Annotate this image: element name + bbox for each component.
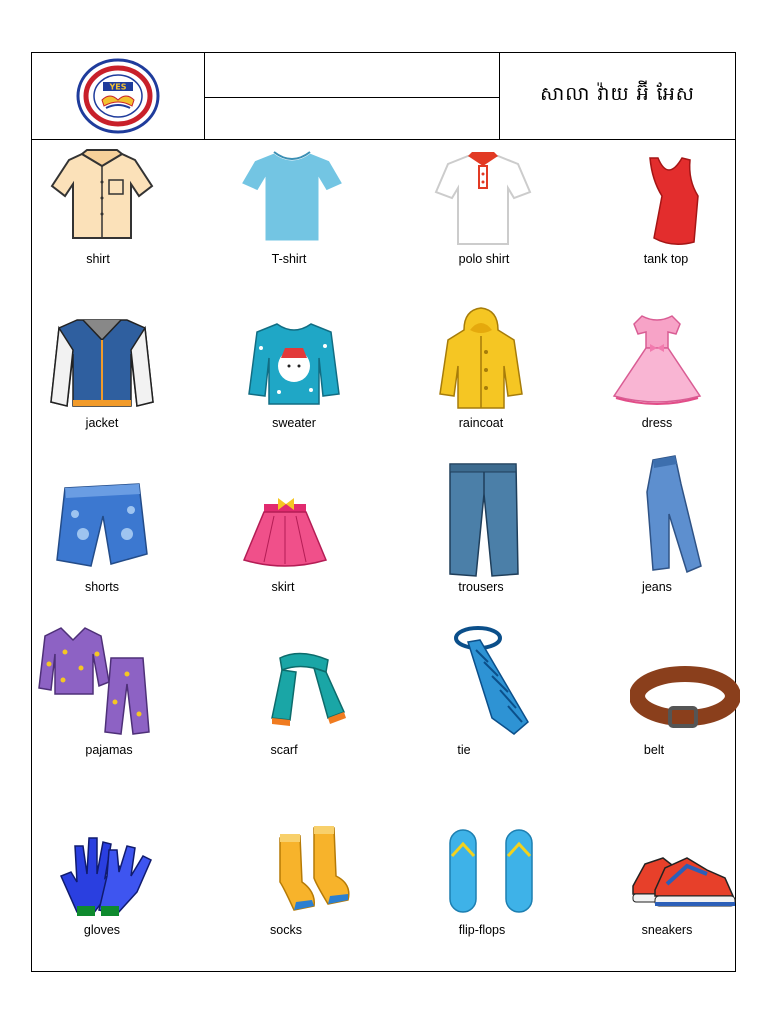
item-polo-shirt <box>398 150 568 250</box>
sweater-icon <box>239 318 349 410</box>
label-socks: socks <box>270 923 302 937</box>
scarf-icon <box>244 648 354 728</box>
item-flip-flops <box>398 826 568 916</box>
item-dress <box>572 310 742 408</box>
item-socks <box>214 822 384 918</box>
item-sneakers <box>600 838 768 918</box>
label-sneakers: sneakers <box>641 923 693 937</box>
belt-icon <box>630 662 740 732</box>
gloves-icon <box>47 826 157 918</box>
label-jacket: jacket <box>85 416 119 430</box>
label-scarf: scarf <box>270 743 298 757</box>
field-divider <box>205 97 499 98</box>
socks-icon <box>244 822 354 918</box>
label-gloves: gloves <box>83 923 121 937</box>
item-tank-top <box>582 150 752 250</box>
item-belt <box>600 662 768 732</box>
header <box>32 53 735 140</box>
logo-cell <box>32 53 205 139</box>
label-shorts: shorts <box>84 580 120 594</box>
label-jeans: jeans <box>642 580 672 594</box>
label-tank-top: tank top <box>643 252 689 266</box>
item-jeans <box>577 454 747 578</box>
label-belt: belt <box>643 743 665 757</box>
pajamas-icon <box>37 624 167 738</box>
label-polo-shirt: polo shirt <box>458 252 510 266</box>
shirt-icon <box>47 146 157 246</box>
sneakers-icon <box>625 838 745 918</box>
item-skirt <box>200 494 370 570</box>
item-scarf <box>214 648 384 728</box>
tshirt-icon <box>236 146 346 246</box>
label-dress: dress <box>641 416 673 430</box>
trousers-icon <box>428 460 538 578</box>
shorts-icon <box>47 480 157 572</box>
item-tshirt <box>206 146 376 246</box>
item-pajamas <box>17 624 187 738</box>
dress-icon <box>602 310 712 408</box>
item-trousers <box>398 460 568 578</box>
school-title-text: សាលា វ៉ាយ អ៊ី អែស <box>540 83 695 105</box>
label-tshirt: T-shirt <box>271 252 307 266</box>
polo-shirt-icon <box>428 150 538 250</box>
jacket-icon <box>47 314 157 410</box>
name-fields <box>205 53 500 139</box>
item-raincoat <box>396 304 566 412</box>
tie-icon <box>428 622 538 738</box>
item-gloves <box>17 826 187 918</box>
logo-yes: YES <box>109 82 127 92</box>
item-jacket <box>17 314 187 410</box>
skirt-icon <box>230 494 340 570</box>
label-pajamas: pajamas <box>85 743 133 757</box>
item-sweater <box>209 318 379 410</box>
school-logo <box>76 58 160 134</box>
jeans-icon <box>607 454 717 578</box>
label-skirt: skirt <box>271 580 295 594</box>
item-shorts <box>17 480 187 572</box>
raincoat-icon <box>426 304 536 412</box>
label-sweater: sweater <box>272 416 316 430</box>
item-shirt <box>17 146 187 246</box>
label-flip-flops: flip-flops <box>458 923 506 937</box>
label-trousers: trousers <box>458 580 504 594</box>
label-shirt: shirt <box>86 252 110 266</box>
flip-flops-icon <box>428 826 538 916</box>
school-title <box>500 53 735 139</box>
item-tie <box>398 622 568 738</box>
label-tie: tie <box>457 743 471 757</box>
label-raincoat: raincoat <box>458 416 504 430</box>
tank-top-icon <box>612 150 722 250</box>
